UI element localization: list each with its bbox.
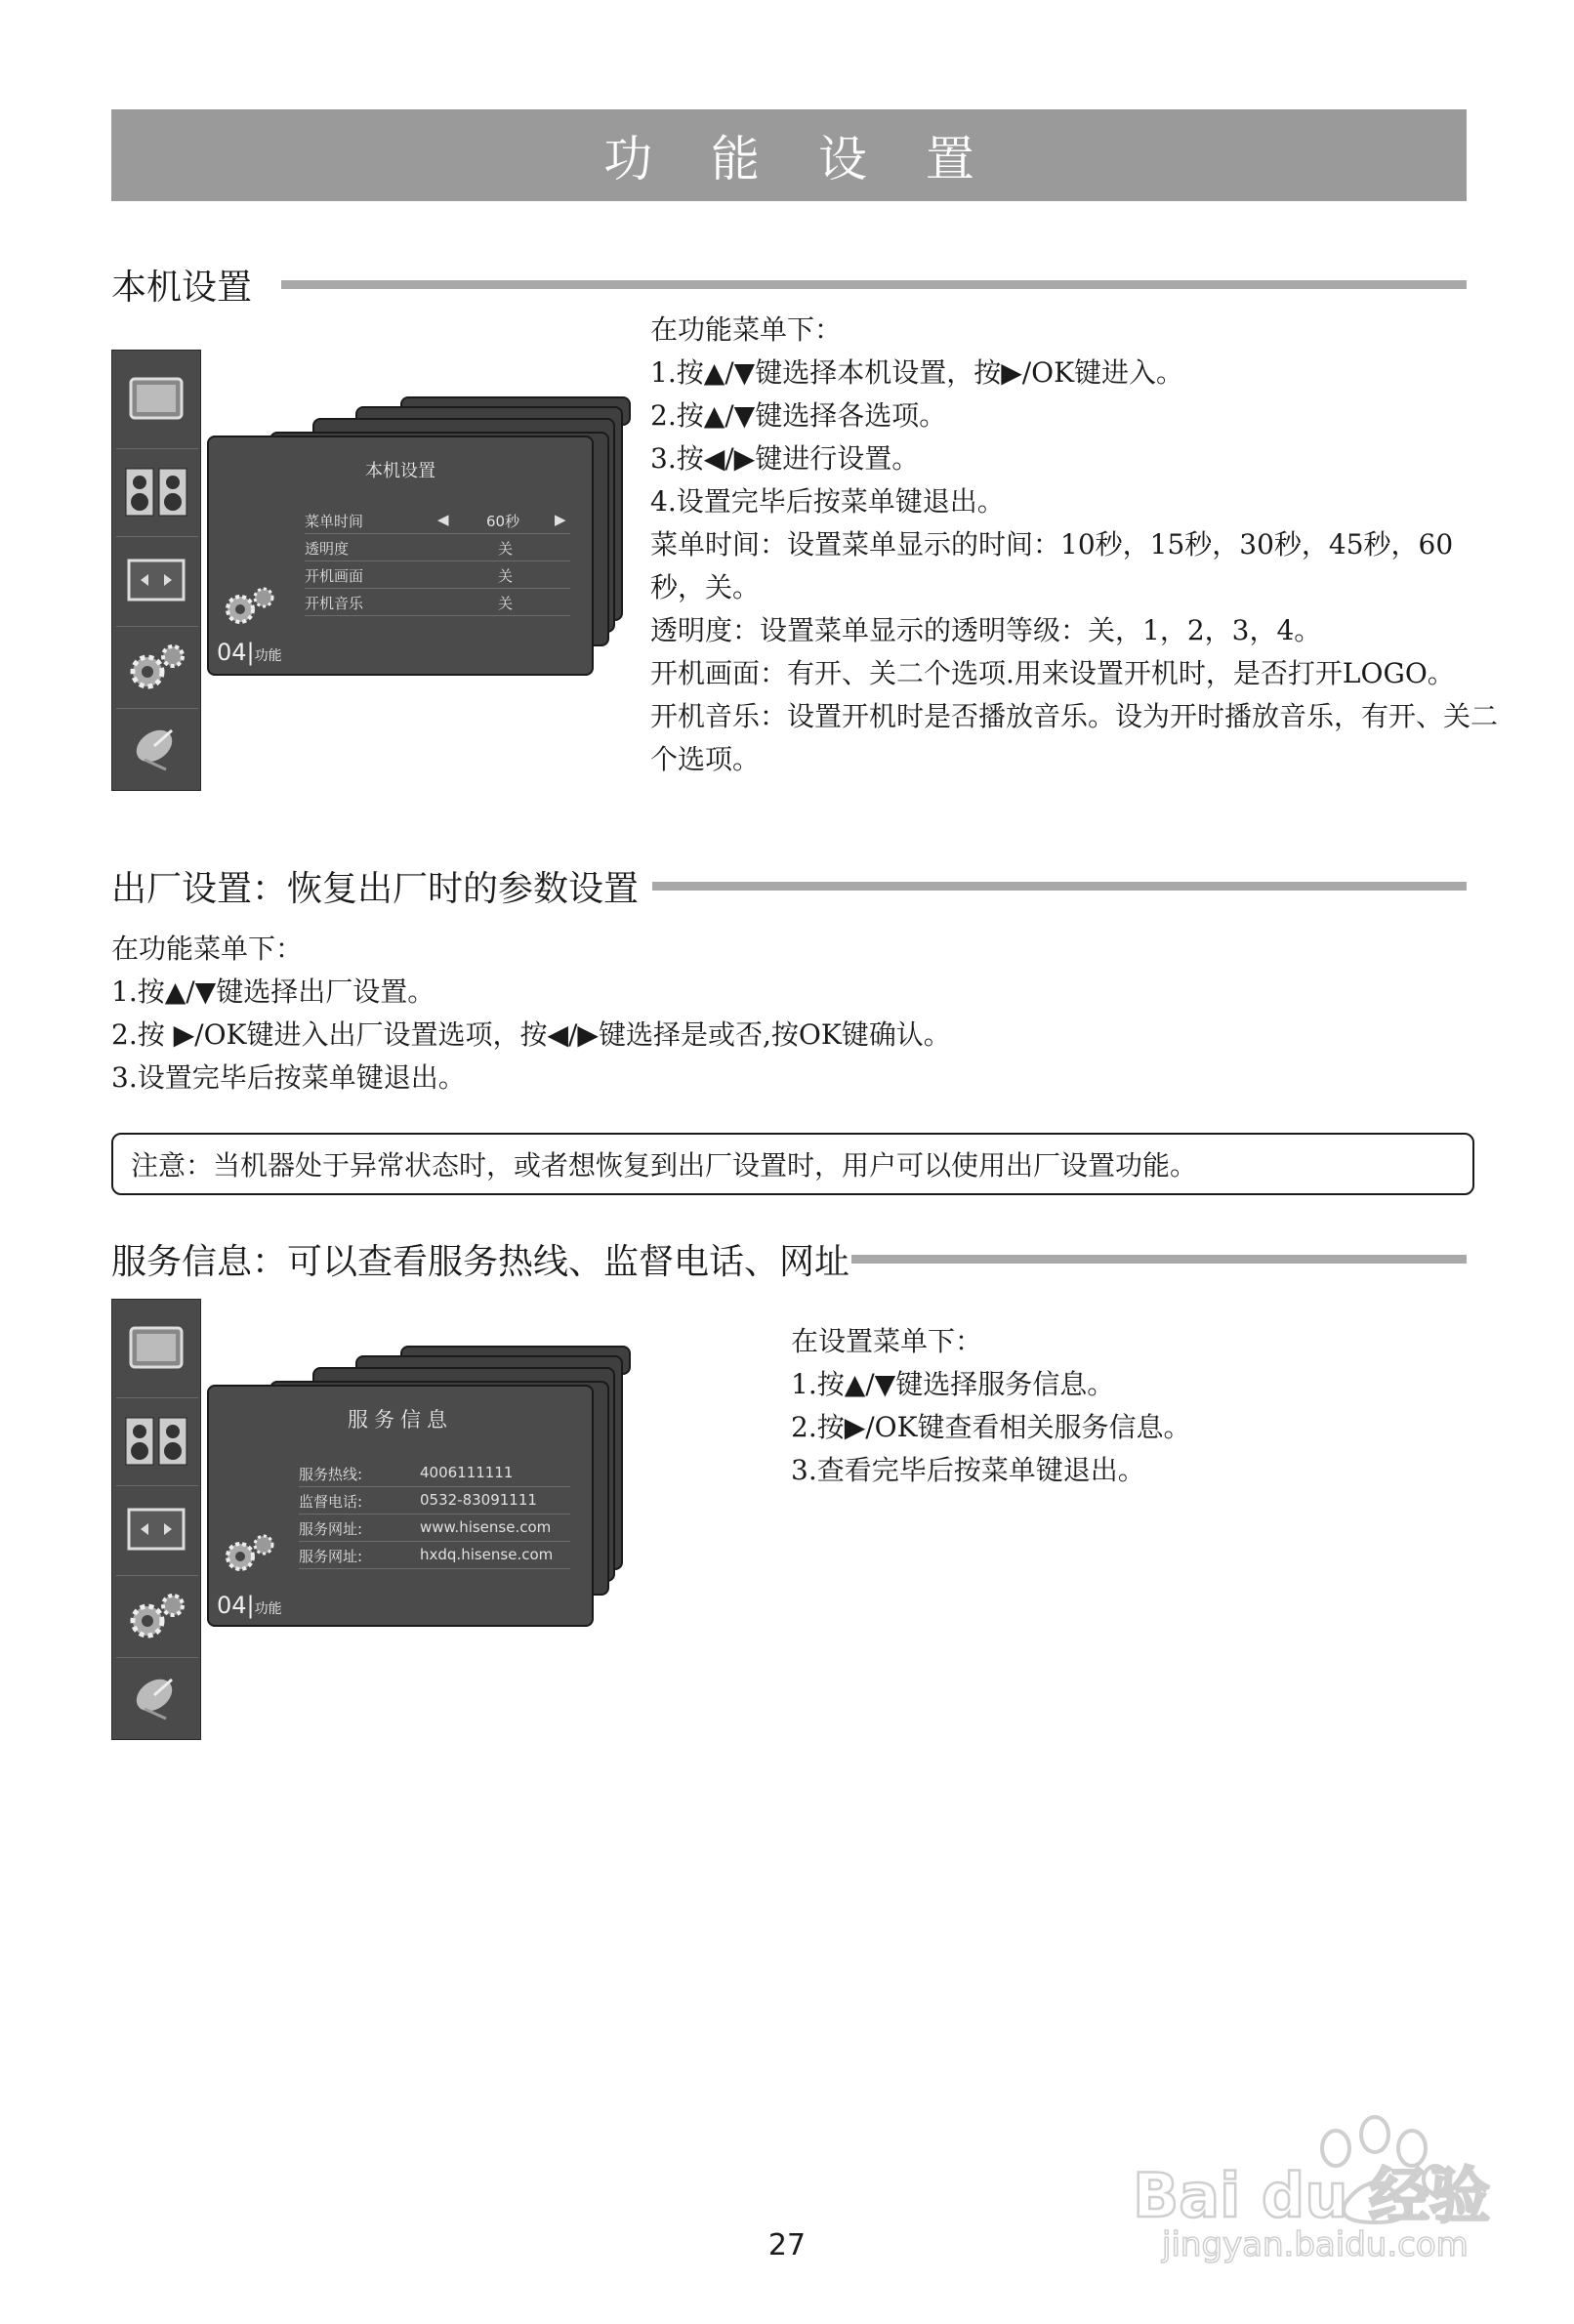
menu-row-supervision-phone: 监督电话: 0532-83091111 xyxy=(299,1488,570,1515)
notice-box xyxy=(111,1133,1474,1195)
arrow-left-icon: ◀ xyxy=(437,511,449,528)
section-title: 出厂设置：恢复出厂时的参数设置 xyxy=(111,869,640,909)
gear-function-icon xyxy=(122,1581,190,1649)
instructions-intro: 在设置菜单下： xyxy=(791,1325,983,1357)
tv-menu-local-settings xyxy=(111,350,639,791)
local-settings-card xyxy=(207,436,594,676)
gear-function-icon xyxy=(122,632,190,700)
section-rule xyxy=(851,1255,1467,1264)
section-heading-service-info xyxy=(111,1234,1467,1284)
card-gear-icon xyxy=(217,1529,281,1582)
page-title-bar xyxy=(111,109,1467,201)
step-2: 2.按▶/OK键查看相关服务信息。 xyxy=(791,1411,1191,1443)
step-2: 2.按 ▶/OK键进入出厂设置选项，按◀/▶键选择是或否,按OK键确认。 xyxy=(111,1018,951,1051)
menu-row-hotline: 服务热线: 4006111111 xyxy=(299,1461,570,1487)
menu-page-badge: 04|功能 xyxy=(217,639,282,666)
section-rule xyxy=(652,882,1467,891)
menu-row-website-2: 服务网址: hxdq.hisense.com xyxy=(299,1543,570,1569)
satellite-dish-icon xyxy=(122,1663,190,1731)
section-heading-local-settings xyxy=(111,260,1467,310)
step-3: 3.按◀/▶键进行设置。 xyxy=(650,442,920,475)
card-gear-icon xyxy=(217,582,281,635)
menu-page-badge: 04|功能 xyxy=(217,1592,282,1619)
menu-sidebar xyxy=(111,1299,201,1740)
local-settings-instructions xyxy=(650,309,1504,781)
section-rule xyxy=(281,280,1467,289)
tv-picture-icon xyxy=(122,1313,190,1382)
service-info-card xyxy=(207,1385,594,1627)
page-number: 27 xyxy=(767,2228,807,2262)
definition-boot-logo: 开机画面：有开、关二个选项.用来设置开机时，是否打开LOGO。 xyxy=(650,657,1455,689)
menu-card-title: 本机设置 xyxy=(365,461,435,481)
menu-row-transparency[interactable]: 透明度 关 xyxy=(305,535,570,561)
speaker-sound-icon xyxy=(122,1407,190,1475)
menu-sidebar xyxy=(111,350,201,791)
definition-transparency: 透明度：设置菜单显示的透明等级：关，1，2，3，4。 xyxy=(650,614,1322,646)
notice-text: 注意：当机器处于异常状态时，或者想恢复到出厂设置时，用户可以使用出厂设置功能。 xyxy=(131,1149,1198,1182)
definition-menu-time: 菜单时间：设置菜单显示的时间：10秒，15秒，30秒，45秒，60秒，关。 xyxy=(650,528,1454,603)
definition-boot-music: 开机音乐：设置开机时是否播放音乐。设为开时播放音乐，有开、关二个选项。 xyxy=(650,700,1499,775)
step-3: 3.查看完毕后按菜单键退出。 xyxy=(791,1454,1145,1486)
tv-picture-icon xyxy=(122,364,190,433)
step-2: 2.按▲/▼键选择各选项。 xyxy=(650,399,947,432)
tv-menu-service-info xyxy=(111,1299,639,1740)
page-title: 功 能 设 置 xyxy=(603,131,996,187)
menu-row-boot-logo[interactable]: 开机画面 关 xyxy=(305,562,570,589)
step-1: 1.按▲/▼键选择服务信息。 xyxy=(791,1368,1115,1400)
step-1: 1.按▲/▼键选择本机设置，按▶/OK键进入。 xyxy=(650,356,1184,389)
menu-row-menu-time[interactable]: 菜单时间 ◀ 60秒 ▶ xyxy=(305,508,570,534)
speaker-sound-icon xyxy=(122,458,190,526)
instructions-intro: 在功能菜单下： xyxy=(650,313,843,346)
satellite-dish-icon xyxy=(122,714,190,782)
instructions-intro: 在功能菜单下： xyxy=(111,933,304,965)
section-heading-factory-reset xyxy=(111,861,1467,911)
channel-icon xyxy=(122,1495,190,1563)
menu-row-website: 服务网址: www.hisense.com xyxy=(299,1515,570,1542)
svg-text:Bai du 经验: Bai du 经验 xyxy=(1133,2160,1491,2231)
factory-reset-instructions xyxy=(111,928,1478,1100)
service-info-instructions xyxy=(791,1320,1494,1492)
channel-icon xyxy=(122,546,190,614)
menu-row-boot-music[interactable]: 开机音乐 关 xyxy=(305,590,570,616)
step-1: 1.按▲/▼键选择出厂设置。 xyxy=(111,975,435,1008)
step-4: 4.设置完毕后按菜单键退出。 xyxy=(650,485,1005,518)
section-title: 本机设置 xyxy=(111,268,253,308)
svg-text:jingyan.baidu.com: jingyan.baidu.com xyxy=(1162,2225,1469,2264)
step-3: 3.设置完毕后按菜单键退出。 xyxy=(111,1061,466,1094)
section-title: 服务信息：可以查看服务热线、监督电话、网址 xyxy=(111,1242,850,1282)
menu-card-title: 服务信息 xyxy=(348,1408,453,1432)
arrow-right-icon: ▶ xyxy=(555,511,566,528)
